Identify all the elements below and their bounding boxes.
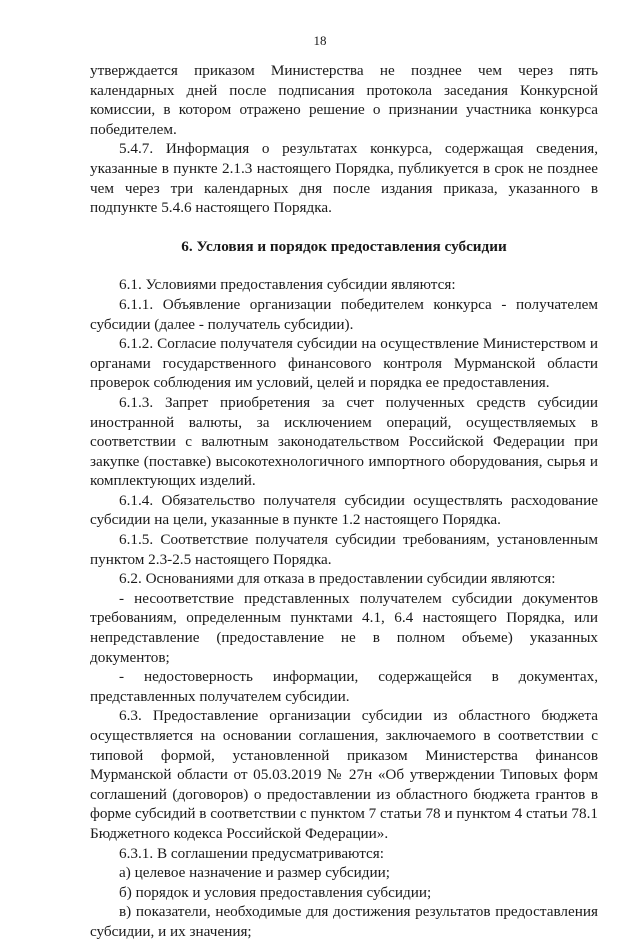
paragraph: 6.1.5. Соответствие получателя субсидии требованиям, установленным пунктом 2.3-2.5 настоящего Порядка. — [90, 531, 598, 568]
paragraph: в) показатели, необходимые для достижения результатов предоставления субсидии, и их значения; — [90, 903, 598, 940]
page-number: 18 — [313, 33, 327, 48]
paragraph: 6.2. Основаниями для отказа в предоставлении субсидии являются: — [119, 570, 556, 588]
paragraph: 6.3. Предоставление организации субсидии из областного бюджета осуществляется на основании соглашения, заключаемого в соответствии с типовой формой, установленной приказом Министерства финансов Мурманской области от 05.03.2019 № 27н «Об утверждении Типовых форм соглашений (договоров) о предоставлении из областного бюджета грантов в форме субсидий в соответствии с пунктом 7 статьи 78 и пунктом 4 статьи 78.1 Бюджетного кодекса Российской Федерации». — [90, 707, 598, 842]
document-body — [90, 61, 598, 942]
paragraph: а) целевое назначение и размер субсидии; — [119, 864, 390, 882]
paragraph: б) порядок и условия предоставления субсидии; — [119, 883, 432, 901]
paragraph: 6.1.2. Согласие получателя субсидии на осуществление Министерством и органами государственного финансового контроля Мурманской области проверок соблюдения им условий, целей и порядка ее предоставления. — [90, 335, 598, 392]
paragraph: утверждается приказом Министерства не позднее чем через пять календарных дней после подписания протокола заседания Конкурсной комиссии, в котором отражено решение о признании участника конкурса победителем. — [90, 62, 598, 138]
paragraphs-after-heading — [90, 275, 598, 941]
paragraph: 6.1.3. Запрет приобретения за счет полученных средств субсидии иностранной валюты, за исключением операций, осуществляемых в соответствии с валютным законодательством Российской Федерации при закупке (поставке) высокотехнологичного импортного оборудования, сырья и комплектующих изделий. — [90, 393, 598, 490]
paragraph: - несоответствие представленных получателем субсидии документов требованиям, определенным пунктами 4.1, 6.4 настоящего Порядка, или непредставление (предоставление не в полном объеме) указанных документов; — [90, 589, 598, 666]
paragraph: 6.1. Условиями предоставления субсидии являются: — [119, 276, 456, 294]
section-heading: 6. Условия и порядок предоставления субсидии — [181, 237, 507, 255]
paragraph: - недостоверность информации, содержащейся в документах, представленных получателем субсидии. — [90, 668, 598, 705]
paragraph: 6.1.4. Обязательство получателя субсидии осуществлять расходование субсидии на цели, указанные в пункте 1.2 настоящего Порядка. — [90, 491, 598, 529]
paragraphs-before-heading — [90, 61, 598, 218]
paragraph: 5.4.7. Информация о результатах конкурса, содержащая сведения, указанные в пункте 2.1.3 настоящего Порядка, публикуется в срок не позднее чем через три календарных дня после издания приказа, указанного в подпункте 5.4.6 настоящего Порядка. — [90, 140, 598, 217]
paragraph: 6.1.1. Объявление организации победителем конкурса - получателем субсидии (далее - получатель субсидии). — [90, 295, 598, 333]
paragraph: 6.3.1. В соглашении предусматриваются: — [119, 844, 384, 862]
